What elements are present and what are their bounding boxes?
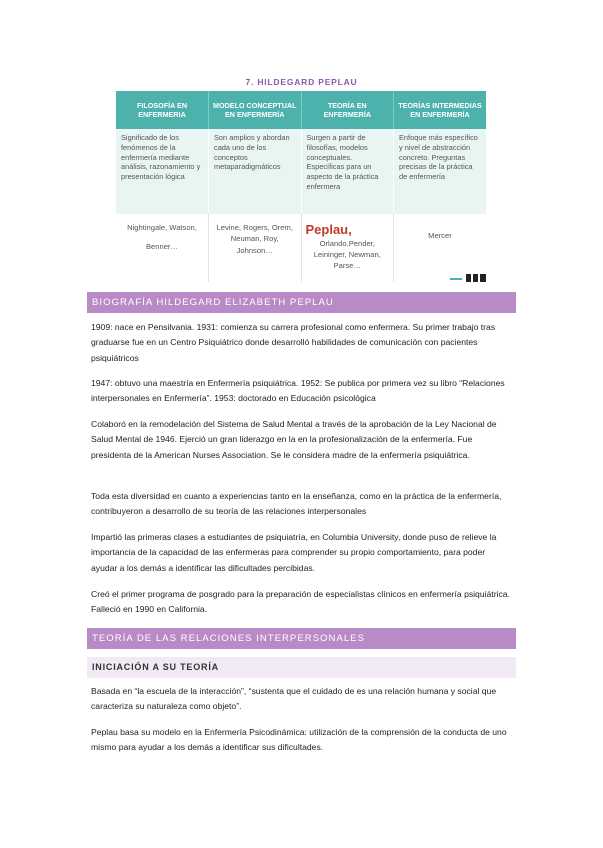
document-title: 7. HILDEGARD PEPLAU	[245, 77, 358, 87]
description-cell: Enfoque más específico y nivel de abstracción concreto. Preguntas precisas de la práctica de enfermería	[394, 129, 487, 214]
authors-cell	[301, 214, 394, 282]
nursing-theory-figure	[116, 91, 488, 285]
column-header: FILOSOFÍA EN ENFERMERIA	[116, 91, 209, 129]
table-row-descriptions	[116, 129, 486, 214]
column-header: TEORÍAS INTERMEDIAS EN ENFERMERÍA	[394, 91, 487, 129]
paragraph: Toda esta diversidad en cuanto a experiencias tanto en la enseñanza, como en la práctica de la enfermería, contribuyeron a desarrollo de su teoría de las relaciones interpersonales	[91, 491, 502, 517]
table-row-authors	[116, 214, 486, 282]
description-cell: Son amplios y abordan cada uno de los conceptos metaparadigmáticos	[209, 129, 302, 214]
paragraph: Impartió las primeras clases a estudiantes de psiquiatría, en Columbia University, donde puso de relieve la importancia de la capacidad de las enfermeras para comprender su propio comportamiento, para poder ayudar a los demás a identificar las dificultades percibidas.	[91, 532, 497, 573]
column-header: MODELO CONCEPTUAL EN ENFERMERÍA	[209, 91, 302, 129]
paragraph: Basada en “la escuela de la interacción”, “sustenta que el cuidado de es una relación humana y social que caracteriza su naturaleza como objeto”.	[91, 686, 497, 712]
authors-text: Nightingale, Watson,	[127, 223, 197, 232]
authors-cell	[116, 214, 209, 282]
paragraph: Peplau basa su modelo en la Enfermería Psicodinámica: utilización de la comprensión de la conducta de uno mismo para ayudar a los demás a identificar sus dificultades.	[91, 727, 507, 753]
column-header: TEORÍA EN ENFERMERÍA	[301, 91, 394, 129]
paragraph: 1909: nace en Pensilvania. 1931: comienza su carrera profesional como enfermera. Su primer trabajo tras graduarse fue en un Centro Psiquiátrico donde desarrolló habilidades de comunicación con pacientes psiquiátricos	[91, 322, 496, 363]
featured-author: Peplau,	[305, 222, 352, 237]
paragraph: 1947: obtuvo una maestría en Enfermería psiquiátrica. 1952: Se publica por primera vez su libro “Relaciones interpersonales en Enfermería”. 1953: doctorado en Educación psicológica	[91, 378, 505, 404]
description-cell: Surgen a partir de filosofías, modelos conceptuales. Específicas para un aspecto de la práctica enfermera	[301, 129, 394, 214]
paragraph: Colaboró en la remodelación del Sistema de Salud Mental a través de la aprobación de la Ley Nacional de Salud Mental de 1946. Ejerció un gran liderazgo en la en la profesionalización de la enfermería. Fue presidenta de la American Nurses Association. Se le considera madre de la enfermería psiquiátrica.	[91, 419, 497, 460]
authors-cell: Levine, Rogers, Orem, Neuman, Roy, Johnson…	[209, 214, 302, 282]
table-header-row	[116, 91, 486, 129]
section-header-biografia: BIOGRAFÍA HILDEGARD ELIZABETH PEPLAU	[87, 292, 516, 313]
paragraph: Creó el primer programa de posgrado para la preparación de especialistas clínicos en enfermería psiquiátrica. Falleció en 1990 en California.	[91, 589, 510, 615]
authors-text: Mercer	[428, 231, 452, 240]
authors-cell	[394, 214, 487, 282]
section-header-teoria: TEORÍA DE LAS RELACIONES INTERPERSONALES	[87, 628, 516, 649]
subsection-header-iniciacion: INICIACIÓN A SU TEORÍA	[87, 657, 516, 678]
description-cell: Significado de los fenómenos de la enfermería mediante análisis, razonamiento y presentación lógica	[116, 129, 209, 214]
theory-levels-table	[116, 91, 486, 282]
authors-text: Benner…	[145, 242, 179, 252]
authors-text: Orlando,Pender, Leininger, Newman, Parse…	[313, 238, 381, 271]
logo-fragment-icon	[450, 273, 488, 283]
